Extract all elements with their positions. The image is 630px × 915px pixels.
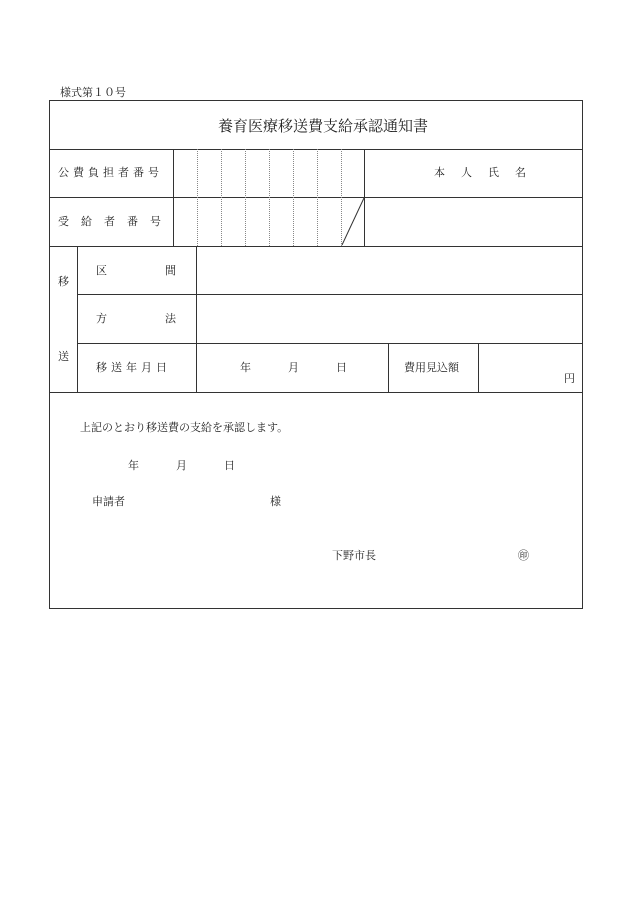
- row-divider-3: [77, 294, 582, 295]
- transport-label-bottom: 送: [58, 350, 69, 363]
- notice-date-month: 月: [176, 459, 187, 472]
- notice-date-day: 日: [224, 459, 235, 472]
- method-label: 方法: [96, 312, 234, 325]
- approval-statement: 上記のとおり移送費の支給を承認します。: [80, 421, 289, 434]
- label-column-divider: [173, 149, 174, 246]
- date-day: 日: [336, 361, 347, 374]
- notice-date-year: 年: [128, 459, 139, 472]
- cost-label-right-divider: [478, 343, 479, 392]
- section-label: 区間: [96, 264, 234, 277]
- row-divider-2: [50, 246, 582, 247]
- form-number: 様式第１０号: [60, 86, 126, 99]
- recipient-number-label: 受給者番号: [58, 215, 173, 228]
- transport-label-top: 移: [58, 275, 69, 288]
- cost-label-left-divider: [388, 343, 389, 392]
- honorific: 様: [270, 495, 281, 508]
- applicant-label: 申請者: [92, 495, 125, 508]
- title-divider: [50, 149, 582, 150]
- row-divider-5: [50, 392, 582, 393]
- digit-box-divider: [269, 149, 270, 246]
- digit-box-divider: [245, 149, 246, 246]
- row-divider-1: [50, 197, 582, 198]
- mayor-title: 下野市長: [332, 549, 376, 562]
- digit-box-divider: [317, 149, 318, 246]
- seal-mark: ㊞: [518, 549, 529, 562]
- estimated-cost-label: 費用見込額: [404, 361, 459, 374]
- approval-notice-form: [49, 100, 583, 609]
- public-burden-number-label: 公費負担者番号: [58, 166, 163, 179]
- transport-label-divider: [77, 246, 78, 392]
- digit-box-divider: [197, 149, 198, 246]
- unused-digit-slash: [341, 197, 365, 246]
- date-year: 年: [240, 361, 251, 374]
- row-divider-4: [77, 343, 582, 344]
- digit-box-divider: [293, 149, 294, 246]
- form-title: 養育医療移送費支給承認通知書: [218, 117, 429, 135]
- date-month: 月: [288, 361, 299, 374]
- yen-unit: 円: [564, 372, 575, 385]
- transport-date-label: 移送年月日: [96, 361, 171, 374]
- person-name-label: 本人氏名: [434, 166, 542, 179]
- digit-box-divider: [221, 149, 222, 246]
